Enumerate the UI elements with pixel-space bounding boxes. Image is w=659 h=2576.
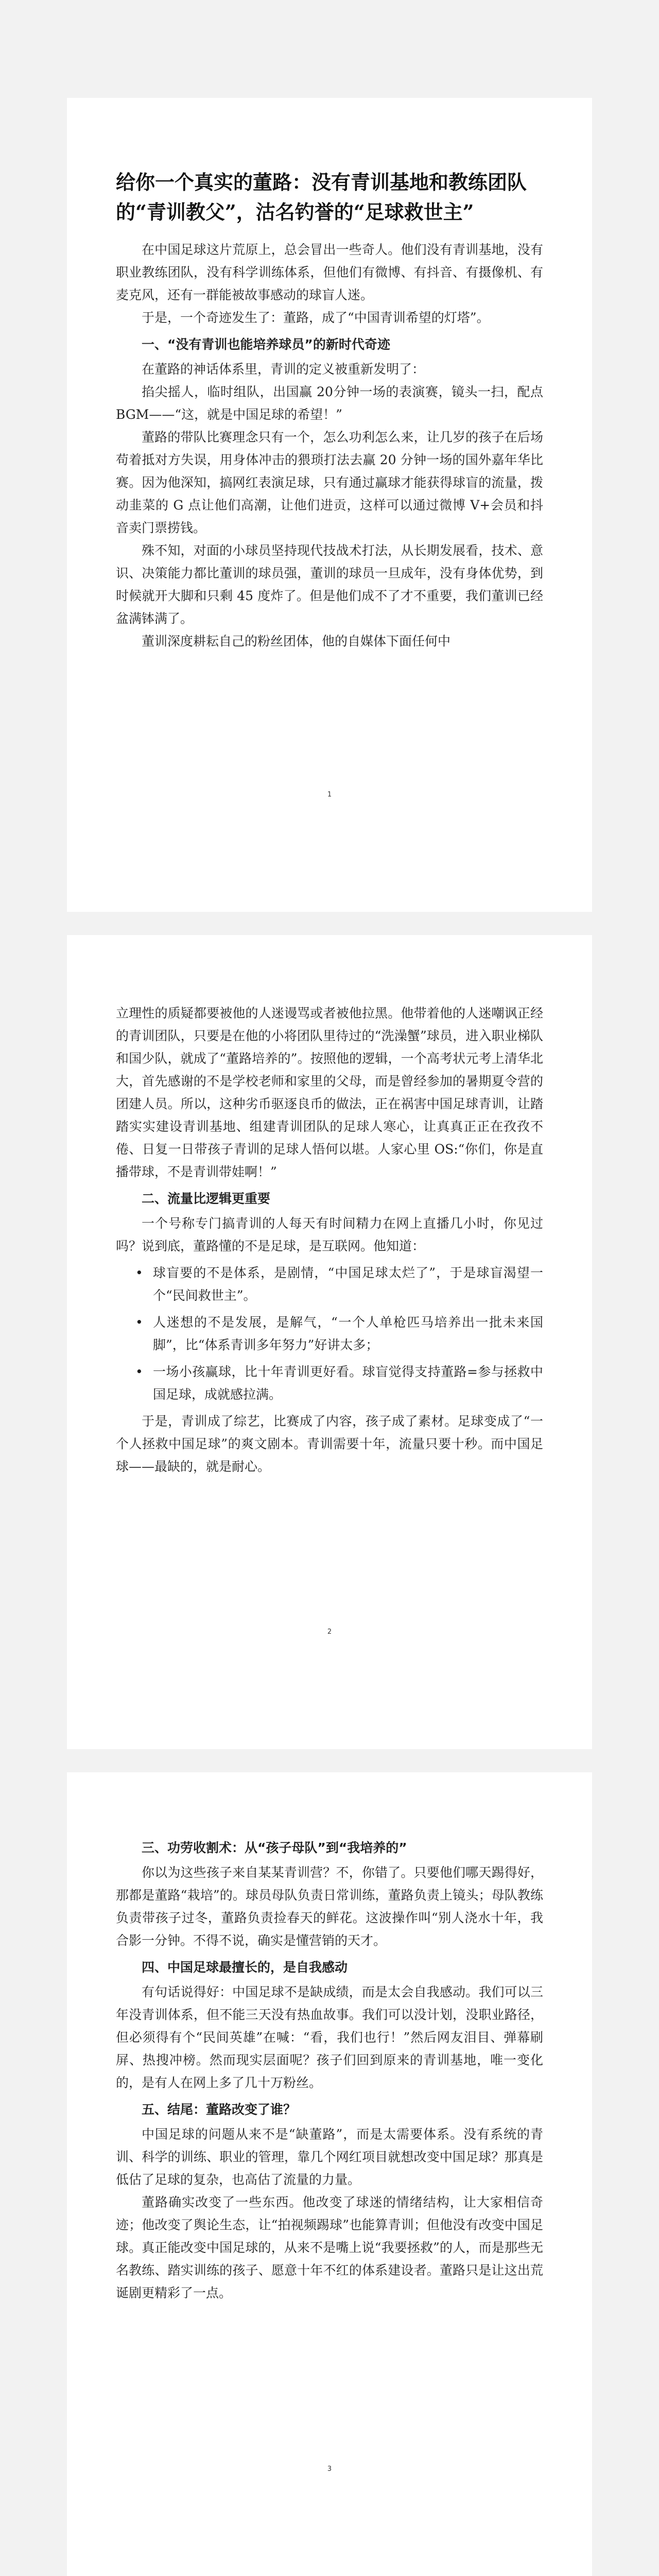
paragraph: 于是，一个奇迹发生了：董路，成了“中国青训希望的灯塔”。 <box>142 310 490 325</box>
page-body <box>116 1002 543 1478</box>
article-title: 给你一个真实的董路：没有青训基地和教练团队的“青训教父”，沽名钓誉的“足球救世主” <box>116 171 527 224</box>
paragraph: 一个号称专门搞青训的人每天有时间精力在网上直播几小时，你见过吗？说到底，董路懂的不是足球，是互联网。他知道： <box>116 1216 543 1253</box>
list-item: • 一场小孩赢球，比十年青训更好看。球盲觉得支持董路=参与拯救中国足球，成就感拉满。 <box>131 1361 543 1406</box>
document-page-1 <box>67 98 592 912</box>
document-page-2 <box>67 935 592 1749</box>
paragraph: 在中国足球这片荒原上，总会冒出一些奇人。他们没有青训基地，没有职业教练团队，没有科学训练体系，但他们有微博、有抖音、有摄像机、有麦克风，还有一群能被故事感动的球盲人迷。 <box>116 242 543 302</box>
paragraph: 立理性的质疑都要被他的人迷谩骂或者被他拉黑。他带着他的人迷嘲讽正经的青训团队，只要是在他的小将团队里待过的“洗澡蟹”球员，进入职业梯队和国少队，就成了“董路培养的”。按照他的逻辑，一个高考状元考上清华北大，首先感谢的不是学校老师和家里的父母，而是曾经参加的暑期夏令营的团建人员。所以，这种劣币驱逐良币的做法，正在祸害中国足球青训，让踏踏实实建设青训基地、组建青训团队的足球人寒心，让真真正正在孜孜不倦、日复一日带孩子青训的足球人悟何以堪。人家心里 OS:“你们，你是直播带球，不是青训带娃啊！” <box>116 1006 543 1179</box>
paragraph: 你以为这些孩子来自某某青训营？不，你错了。只要他们哪天踢得好，那都是董路“栽培”的。球员母队负责日常训练，董路负责上镜头；母队教练负责带孩子过冬，董路负责捡春天的鲜花。这波操作叫“别人浇水十年，我合影一分钟。不得不说，确实是懂营销的天才。 <box>116 1865 543 1948</box>
section-heading-1: 一、“没有青训也能培养球员”的新时代奇迹 <box>142 337 390 352</box>
paragraph: 董路的带队比赛理念只有一个，怎么功利怎么来，让几岁的孩子在后场苟着抵对方失误，用身体冲击的猥琐打法去赢 20 分钟一场的国外嘉年华比赛。因为他深知，搞网红表演足球，只有通过赢球才能获得球盲的流量，拨动韭菜的 G 点让他们高潮，让他们进贡，这样可以通过微博 V+会员和抖音卖门票捞钱。 <box>116 430 543 535</box>
paragraph: 中国足球的问题从来不是“缺董路”，而是太需要体系。没有系统的青训、科学的训练、职业的管理，靠几个网红项目就想改变中国足球？那真是低估了足球的复杂，也高估了流量的力量。 <box>116 2127 543 2187</box>
bullet-list <box>116 1262 543 1406</box>
paragraph: 在董路的神话体系里，青训的定义被重新发明了： <box>142 362 425 377</box>
paragraph: 殊不知，对面的小球员坚持现代技战术打法，从长期发展看，技术、意识、决策能力都比董训的球员强，董训的球员一旦成年，没有身体优势，到时候就开大脚和只剩 45 度炸了。但是他们成不了才不重要，我们董训已经盆满钵满了。 <box>116 543 543 626</box>
section-heading-5: 五、结尾：董路改变了谁？ <box>142 2102 297 2117</box>
section-heading-3: 三、功劳收割术：从“孩子母队”到“我培养的” <box>142 1840 407 1855</box>
paragraph: 董路确实改变了一些东西。他改变了球迷的情绪结构，让大家相信奇迹；他改变了舆论生态，让“拍视频踢球”也能算青训；但他没有改变中国足球。真正能改变中国足球的，从来不是嘴上说“我要拯救”的人，而是那些无名教练、踏实训练的孩子、愿意十年不红的体系建设者。董路只是让这出荒诞剧更精彩了一点。 <box>116 2195 543 2300</box>
list-item: • 人迷想的不是发展，是解气，“一个人单枪匹马培养出一批未来国脚”，比“体系青训多年努力”好讲太多； <box>131 1311 543 1357</box>
page-number: 1 <box>327 791 332 799</box>
page-number: 2 <box>327 1628 332 1636</box>
section-heading-4: 四、中国足球最擅长的，是自我感动 <box>142 1960 348 1975</box>
document-page-3 <box>67 1772 592 2576</box>
section-heading-2: 二、流量比逻辑更重要 <box>142 1191 271 1206</box>
paragraph: 于是，青训成了综艺，比赛成了内容，孩子成了素材。足球变成了“一个人拯救中国足球”的爽文剧本。青训需要十年，流量只要十秒。而中国足球——最缺的，就是耐心。 <box>116 1414 543 1474</box>
paragraph: 掐尖摇人，临时组队，出国赢 20分钟一场的表演赛，镜头一扫，配点 BGM——“这，就是中国足球的希望！” <box>116 384 543 422</box>
list-item: • 球盲要的不是体系，是剧情，“中国足球太烂了”，于是球盲渴望一个“民间救世主”。 <box>131 1262 543 1307</box>
paragraph: 有句话说得好：中国足球不是缺成绩，而是太会自我感动。我们可以三年没青训体系，但不能三天没有热血故事。我们可以没计划，没职业路径，但必须得有个“民间英雄”在喊：“看，我们也行！”然后网友泪目、弹幕刷屏、热搜冲榜。然而现实层面呢？孩子们回到原来的青训基地，唯一变化的，是有人在网上多了几十万粉丝。 <box>116 1985 543 2090</box>
page-body <box>116 1837 543 2304</box>
paragraph: 董训深度耕耘自己的粉丝团体，他的自媒体下面任何中 <box>142 634 451 649</box>
page-number: 3 <box>327 2465 332 2473</box>
